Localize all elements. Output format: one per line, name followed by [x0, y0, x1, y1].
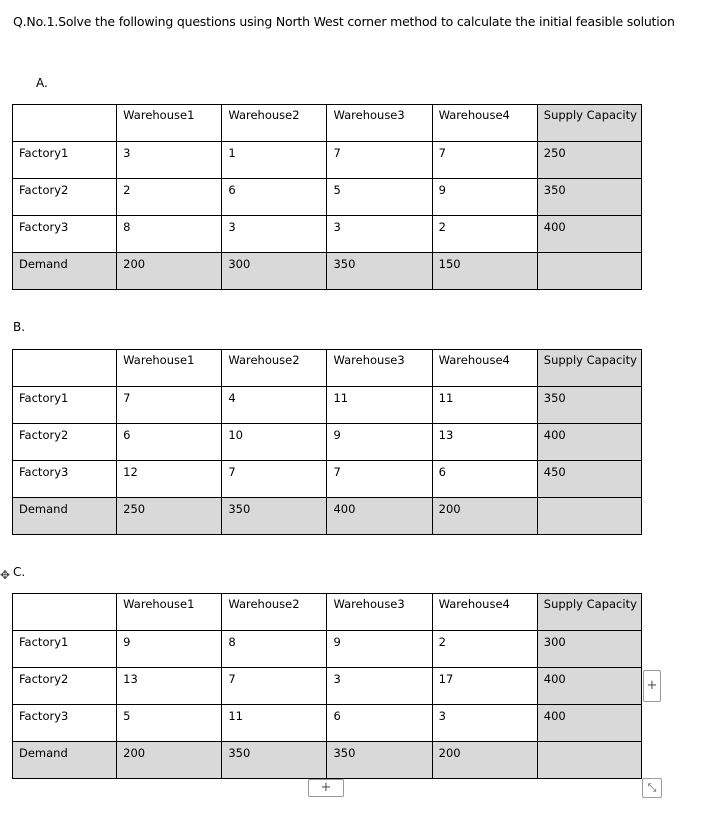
table-row — [13, 668, 642, 705]
cost-cell[interactable]: 8 — [222, 631, 327, 668]
table-row — [13, 631, 642, 668]
supply-cell[interactable]: 250 — [537, 142, 641, 179]
cost-cell[interactable]: 5 — [327, 179, 432, 216]
add-column-button[interactable]: + — [643, 670, 661, 702]
demand-cell[interactable]: 350 — [327, 742, 432, 779]
supply-cell[interactable]: 350 — [537, 387, 641, 424]
table-row — [13, 387, 642, 424]
demand-cell[interactable]: 200 — [432, 742, 537, 779]
supply-cell[interactable]: 300 — [537, 631, 641, 668]
cost-cell[interactable]: 3 — [222, 216, 327, 253]
demand-cell[interactable]: 350 — [222, 742, 327, 779]
cost-cell[interactable]: 7 — [117, 387, 222, 424]
transportation-table-c — [12, 593, 642, 779]
cost-cell[interactable]: 6 — [222, 179, 327, 216]
table-header-row — [13, 594, 642, 631]
row-label-cell[interactable]: Factory2 — [13, 424, 117, 461]
demand-empty-cell[interactable] — [537, 742, 641, 779]
demand-cell[interactable]: 300 — [222, 253, 327, 290]
demand-cell[interactable]: 200 — [432, 498, 537, 535]
header-warehouse3[interactable]: Warehouse3 — [327, 350, 432, 387]
header-corner-cell[interactable] — [13, 350, 117, 387]
supply-cell[interactable]: 400 — [537, 668, 641, 705]
transportation-table-a — [12, 104, 642, 290]
cost-cell[interactable]: 1 — [222, 142, 327, 179]
demand-label-cell[interactable]: Demand — [13, 742, 117, 779]
header-warehouse1[interactable]: Warehouse1 — [117, 105, 222, 142]
demand-row — [13, 742, 642, 779]
cost-cell[interactable]: 6 — [117, 424, 222, 461]
demand-cell[interactable]: 150 — [432, 253, 537, 290]
row-label-cell[interactable]: Factory2 — [13, 668, 117, 705]
cost-cell[interactable]: 8 — [117, 216, 222, 253]
cost-cell[interactable]: 6 — [432, 461, 537, 498]
question-heading: Q.No.1.Solve the following questions using North West corner method to calculate the initial feasible solution — [13, 14, 675, 29]
demand-cell[interactable]: 250 — [117, 498, 222, 535]
header-warehouse4[interactable]: Warehouse4 — [432, 594, 537, 631]
cost-cell[interactable]: 7 — [327, 142, 432, 179]
add-row-button[interactable]: + — [308, 779, 344, 797]
demand-cell[interactable]: 350 — [327, 253, 432, 290]
table-header-row — [13, 105, 642, 142]
cost-cell[interactable]: 11 — [222, 705, 327, 742]
cost-cell[interactable]: 7 — [222, 668, 327, 705]
cost-cell[interactable]: 2 — [432, 216, 537, 253]
cost-cell[interactable]: 7 — [432, 142, 537, 179]
resize-diagonal-icon[interactable]: ⤡ — [642, 778, 662, 798]
row-label-cell[interactable]: Factory1 — [13, 631, 117, 668]
row-label-cell[interactable]: Factory3 — [13, 216, 117, 253]
demand-cell[interactable]: 350 — [222, 498, 327, 535]
cost-cell[interactable]: 11 — [327, 387, 432, 424]
cost-cell[interactable]: 6 — [327, 705, 432, 742]
table-header-row — [13, 350, 642, 387]
supply-cell[interactable]: 350 — [537, 179, 641, 216]
cost-cell[interactable]: 2 — [117, 179, 222, 216]
table-row — [13, 142, 642, 179]
header-corner-cell[interactable] — [13, 594, 117, 631]
supply-cell[interactable]: 400 — [537, 705, 641, 742]
table-row — [13, 216, 642, 253]
cost-cell[interactable]: 11 — [432, 387, 537, 424]
demand-cell[interactable]: 200 — [117, 253, 222, 290]
header-corner-cell[interactable] — [13, 105, 117, 142]
demand-label-cell[interactable]: Demand — [13, 253, 117, 290]
demand-row — [13, 498, 642, 535]
header-supply-capacity[interactable]: Supply Capacity — [537, 350, 641, 387]
cost-cell[interactable]: 5 — [117, 705, 222, 742]
header-warehouse4[interactable]: Warehouse4 — [432, 350, 537, 387]
row-label-cell[interactable]: Factory3 — [13, 461, 117, 498]
table-row — [13, 705, 642, 742]
table-row — [13, 461, 642, 498]
supply-cell[interactable]: 400 — [537, 216, 641, 253]
cost-cell[interactable]: 3 — [117, 142, 222, 179]
row-label-cell[interactable]: Factory1 — [13, 387, 117, 424]
header-warehouse2[interactable]: Warehouse2 — [222, 105, 327, 142]
supply-cell[interactable]: 450 — [537, 461, 641, 498]
cost-cell[interactable]: 9 — [432, 179, 537, 216]
demand-row — [13, 253, 642, 290]
demand-empty-cell[interactable] — [537, 498, 641, 535]
cost-cell[interactable]: 17 — [432, 668, 537, 705]
demand-label-cell[interactable]: Demand — [13, 498, 117, 535]
header-warehouse4[interactable]: Warehouse4 — [432, 105, 537, 142]
cost-cell[interactable]: 7 — [327, 461, 432, 498]
section-label-a: A. — [36, 76, 48, 90]
header-warehouse1[interactable]: Warehouse1 — [117, 350, 222, 387]
cost-cell[interactable]: 10 — [222, 424, 327, 461]
row-label-cell[interactable]: Factory1 — [13, 142, 117, 179]
header-warehouse1[interactable]: Warehouse1 — [117, 594, 222, 631]
header-warehouse2[interactable]: Warehouse2 — [222, 350, 327, 387]
cost-cell[interactable]: 9 — [327, 424, 432, 461]
header-warehouse3[interactable]: Warehouse3 — [327, 594, 432, 631]
cost-cell[interactable]: 3 — [327, 668, 432, 705]
cost-cell[interactable]: 13 — [117, 668, 222, 705]
cost-cell[interactable]: 3 — [327, 216, 432, 253]
demand-cell[interactable]: 400 — [327, 498, 432, 535]
header-warehouse3[interactable]: Warehouse3 — [327, 105, 432, 142]
demand-empty-cell[interactable] — [537, 253, 641, 290]
move-arrows-icon[interactable]: ✥ — [0, 568, 11, 582]
cost-cell[interactable]: 4 — [222, 387, 327, 424]
cost-cell[interactable]: 9 — [327, 631, 432, 668]
demand-cell[interactable]: 200 — [117, 742, 222, 779]
section-label-b: B. — [13, 320, 26, 334]
table-row — [13, 179, 642, 216]
section-label-c: C. — [13, 565, 26, 579]
cost-cell[interactable]: 12 — [117, 461, 222, 498]
cost-cell[interactable]: 13 — [432, 424, 537, 461]
header-supply-capacity[interactable]: Supply Capacity — [537, 105, 641, 142]
supply-cell[interactable]: 400 — [537, 424, 641, 461]
row-label-cell[interactable]: Factory3 — [13, 705, 117, 742]
cost-cell[interactable]: 3 — [432, 705, 537, 742]
row-label-cell[interactable]: Factory2 — [13, 179, 117, 216]
cost-cell[interactable]: 2 — [432, 631, 537, 668]
transportation-table-b — [12, 349, 642, 535]
table-row — [13, 424, 642, 461]
cost-cell[interactable]: 9 — [117, 631, 222, 668]
header-warehouse2[interactable]: Warehouse2 — [222, 594, 327, 631]
header-supply-capacity[interactable]: Supply Capacity — [537, 594, 641, 631]
cost-cell[interactable]: 7 — [222, 461, 327, 498]
